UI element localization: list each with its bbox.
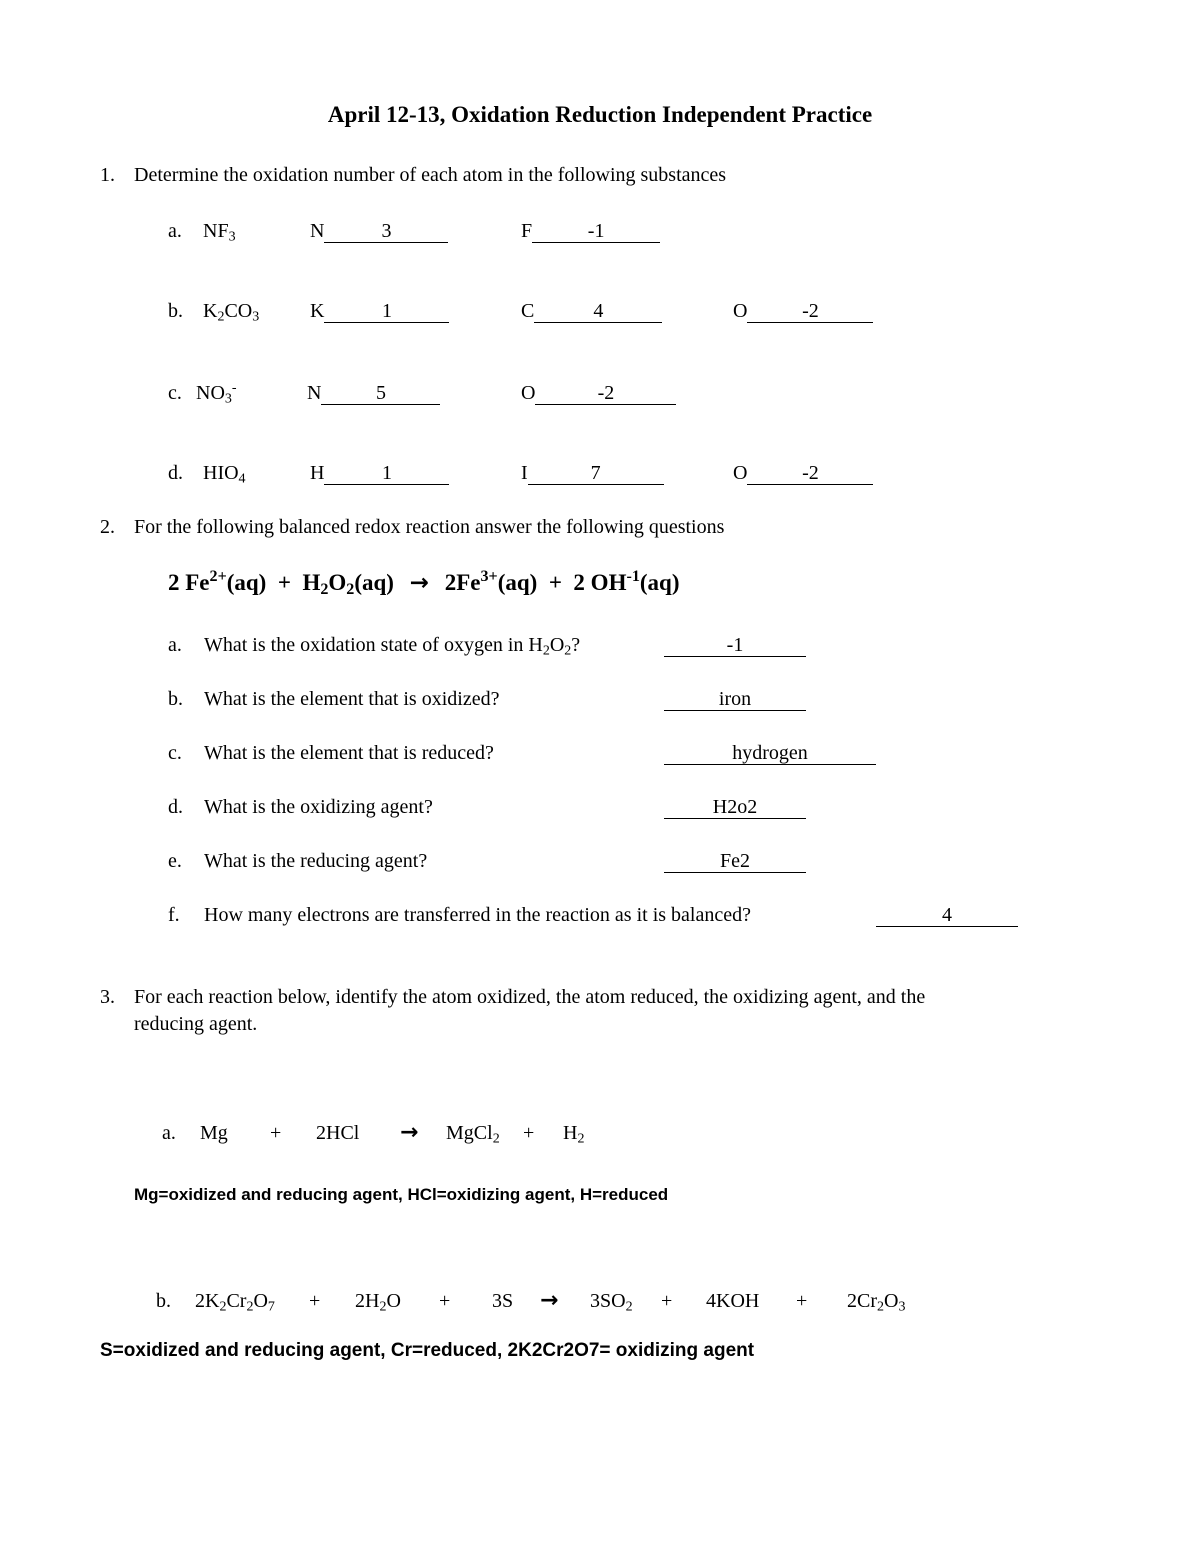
q1d-formula: $HIO_4$	[203, 462, 246, 487]
answer-blank[interactable]: Fe2	[664, 850, 806, 873]
reaction-arrow-icon: →	[400, 1120, 419, 1145]
q2c-answer-field	[664, 742, 876, 765]
q1c-formula: $NO_3^-$	[196, 380, 237, 407]
q2f-question: How many electrons are transferred in the reaction as it is balanced?	[204, 904, 751, 926]
answer-blank[interactable]: -2	[747, 300, 873, 323]
answer-blank[interactable]: 3	[324, 220, 448, 243]
q3b-product-so2: $3SO_2$	[590, 1290, 633, 1315]
q1b-formula: $K_2CO_3$	[203, 300, 260, 325]
q3a-product-mgcl2: MgCl$_2$	[446, 1122, 500, 1147]
q1-text: Determine the oxidation number of each atom in the following substances	[134, 164, 727, 186]
q3b-product-koh: 4KOH	[706, 1290, 760, 1312]
q3b-plus: +	[661, 1290, 673, 1312]
q3b-reactant-h2o: $2H_2O$	[355, 1290, 401, 1315]
q1a-n-field: N 3	[310, 220, 448, 243]
answer-blank[interactable]: 7	[528, 462, 664, 485]
answer-blank[interactable]: 4	[534, 300, 662, 323]
reaction-arrow-icon: →	[409, 570, 429, 596]
q2a-answer-field	[664, 634, 806, 657]
q1c-n-field: N 5	[307, 382, 440, 405]
q1a-formula: $NF_3$	[203, 220, 236, 245]
q2d-answer-field	[664, 796, 806, 819]
q1d-i-field: I 7	[521, 462, 664, 485]
q2e-question: What is the reducing agent?	[204, 850, 428, 872]
q3b-product-cr2o3: $2Cr_2O_3$	[847, 1290, 906, 1315]
q1d-h-field: H 1	[310, 462, 449, 485]
q1b-k-field: K 1	[310, 300, 449, 323]
q2e-label: e.	[168, 850, 182, 872]
q2d-label: d.	[168, 796, 183, 818]
answer-blank[interactable]: -2	[535, 382, 676, 405]
q3a-reactant-hcl: 2HCl	[316, 1122, 360, 1144]
answer-blank[interactable]: -1	[532, 220, 660, 243]
reaction-arrow-icon: →	[540, 1288, 559, 1313]
q1c-o-field: O -2	[521, 382, 676, 405]
q2b-question: What is the element that is oxidized?	[204, 688, 500, 710]
q3a-answer[interactable]: Mg=oxidized and reducing agent, HCl=oxidizing agent, H=reduced	[134, 1185, 669, 1204]
q3b-reactant-s: 3S	[492, 1290, 514, 1312]
q2a-label: a.	[168, 634, 182, 656]
q3a-product-h2: $H_2$	[563, 1122, 585, 1147]
q2f-answer-field	[876, 904, 1018, 927]
q3a-reactant-mg: Mg	[200, 1122, 228, 1144]
q3a-plus: +	[270, 1122, 282, 1144]
page-title: April 12-13, Oxidation Reduction Independent Practice	[327, 102, 873, 127]
q2a-question: What is the oxidation state of oxygen in $H_2O_2$?	[204, 634, 581, 659]
q1a-label: a.	[168, 220, 182, 242]
answer-blank[interactable]: iron	[664, 688, 806, 711]
answer-blank[interactable]: H2o2	[664, 796, 806, 819]
q3a-label: a.	[162, 1122, 176, 1144]
q3-number: 3.	[100, 986, 115, 1008]
q3b-plus: +	[439, 1290, 451, 1312]
q3b-answer[interactable]: S=oxidized and reducing agent, Cr=reduced, 2K2Cr2O7= oxidizing agent	[100, 1340, 755, 1361]
answer-blank[interactable]: 4	[876, 904, 1018, 927]
q1b-label: b.	[168, 300, 183, 322]
q1b-o-field: O -2	[733, 300, 873, 323]
q3b-label: b.	[156, 1290, 171, 1312]
answer-blank[interactable]: 5	[321, 382, 440, 405]
q2c-label: c.	[168, 742, 182, 764]
q2e-answer-field	[664, 850, 806, 873]
q1b-c-field: C 4	[521, 300, 662, 323]
q3b-plus: +	[309, 1290, 321, 1312]
q2c-question: What is the element that is reduced?	[204, 742, 494, 764]
q2-text: For the following balanced redox reaction answer the following questions	[134, 516, 725, 538]
q2b-label: b.	[168, 688, 183, 710]
q2-number: 2.	[100, 516, 115, 538]
answer-blank[interactable]: -1	[664, 634, 806, 657]
q1-number: 1.	[100, 164, 115, 186]
q3-text-line1: For each reaction below, identify the atom oxidized, the atom reduced, the oxidizing agent, and the	[134, 986, 926, 1008]
answer-blank[interactable]: 1	[324, 300, 449, 323]
q1a-f-field: F -1	[521, 220, 660, 243]
answer-blank[interactable]: hydrogen	[664, 742, 876, 765]
q3b-plus: +	[796, 1290, 808, 1312]
q3b-reactant-k2cr2o7: $2K_2Cr_2O_7$	[195, 1290, 275, 1315]
answer-blank[interactable]: -2	[747, 462, 873, 485]
q1d-o-field: O -2	[733, 462, 873, 485]
q2b-answer-field	[664, 688, 806, 711]
q1d-label: d.	[168, 462, 183, 484]
q3-text-line2: reducing agent.	[134, 1013, 258, 1035]
q2d-question: What is the oxidizing agent?	[204, 796, 433, 818]
q2-equation: 2 $Fe^{2+}(aq) + H_2O_2(aq) \to 2Fe^{3+}(aq) + 2$ $OH^{-1}(aq)$	[168, 568, 680, 599]
answer-blank[interactable]: 1	[324, 462, 449, 485]
q2f-label: f.	[168, 904, 180, 926]
q1c-label: c.	[168, 382, 182, 404]
q3a-plus: +	[523, 1122, 535, 1144]
